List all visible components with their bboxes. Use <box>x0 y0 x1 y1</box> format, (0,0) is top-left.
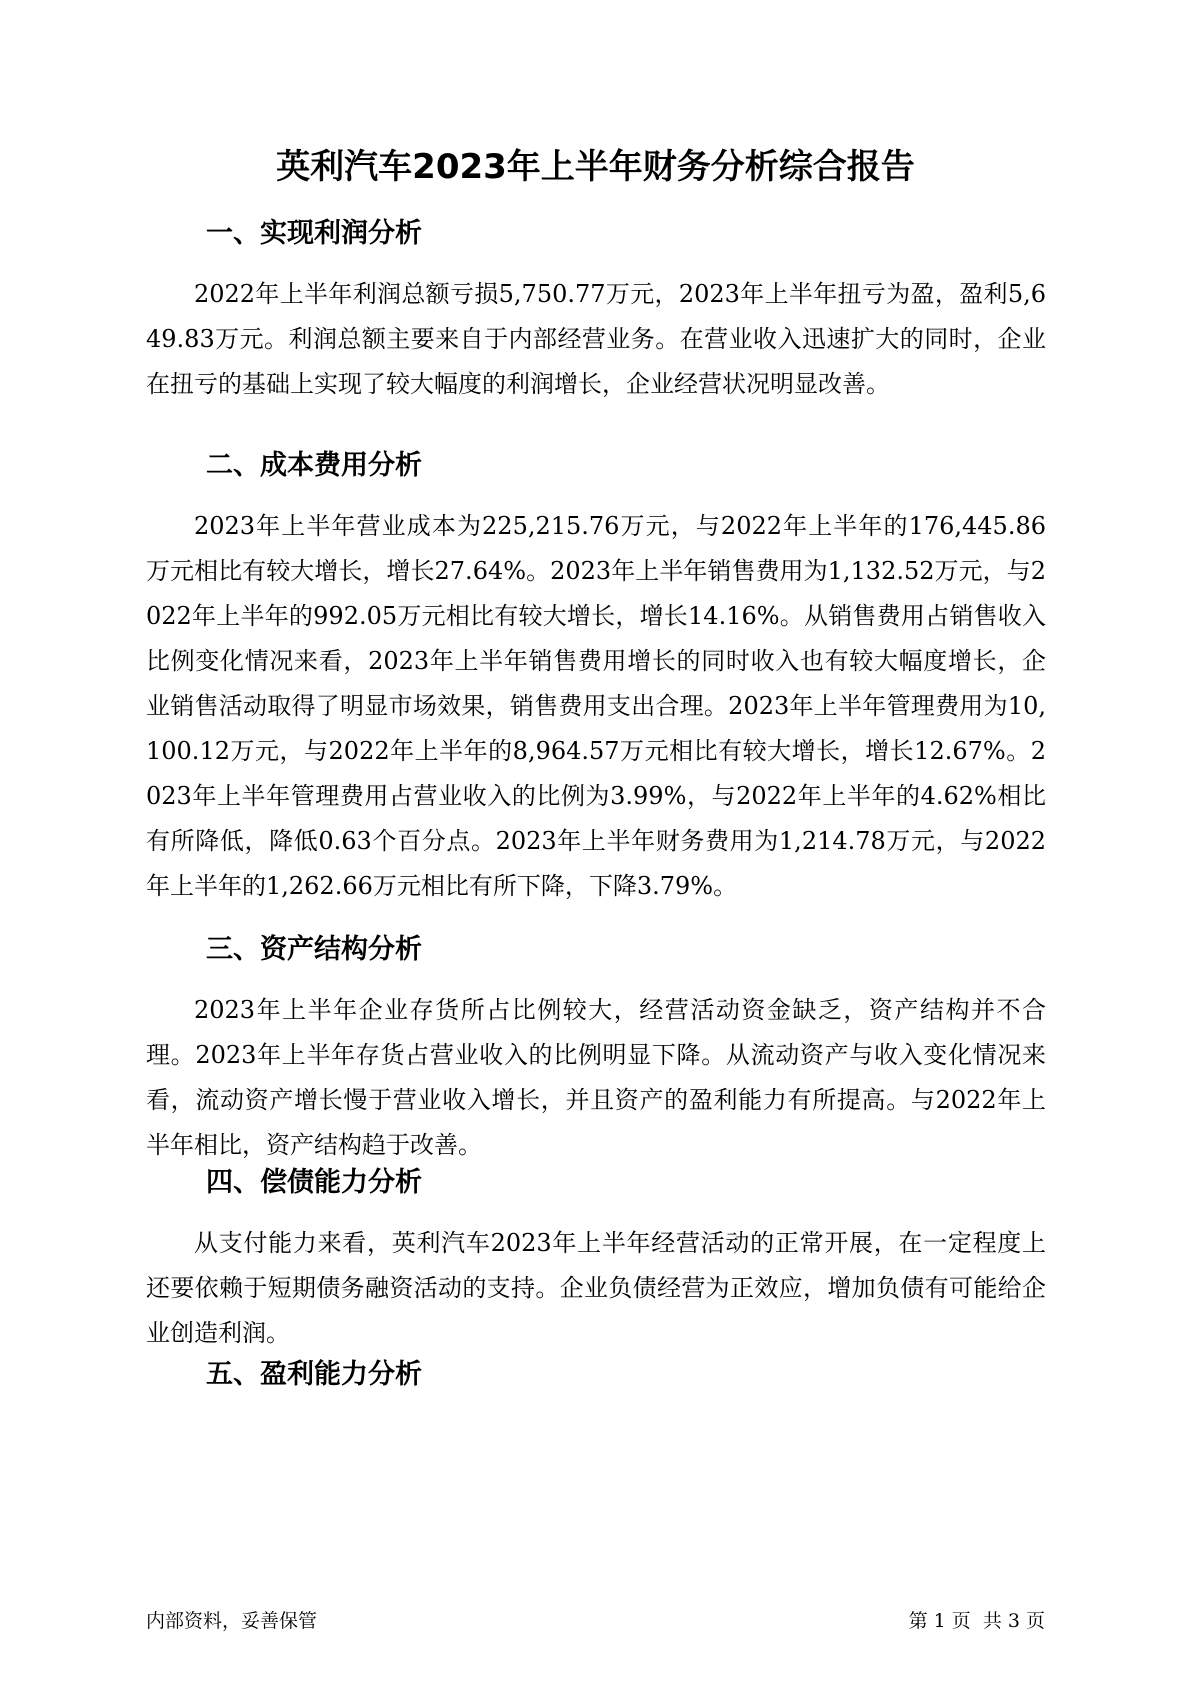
section-solvency <box>146 1165 1046 1356</box>
section-body: 从支付能力来看，英利汽车2023年上半年经营活动的正常开展，在一定程度上还要依赖于短期债务融资活动的支持。企业负债经营为正效应，增加负债有可能给企业创造利润。 <box>146 1229 1046 1347</box>
section-profit <box>146 216 1046 407</box>
footer-page-number: 第 1 页 共 3 页 <box>908 1610 1045 1632</box>
section-heading: 二、成本费用分析 <box>206 450 422 481</box>
section-profitability <box>146 1357 1046 1413</box>
section-cost <box>146 448 1046 909</box>
section-heading: 五、盈利能力分析 <box>206 1359 422 1390</box>
section-body: 2023年上半年企业存货所占比例较大，经营活动资金缺乏，资产结构并不合理。2023年上半年存货占营业收入的比例明显下降。从流动资产与收入变化情况来看，流动资产增长慢于营业收入增长，并且资产的盈利能力有所提高。与2022年上半年相比，资产结构趋于改善。 <box>146 996 1046 1159</box>
section-heading: 四、偿债能力分析 <box>206 1167 422 1198</box>
section-heading: 一、实现利润分析 <box>206 218 422 249</box>
section-heading: 三、资产结构分析 <box>206 934 422 965</box>
section-body: 2022年上半年利润总额亏损5,750.77万元，2023年上半年扭亏为盈，盈利5,649.83万元。利润总额主要来自于内部经营业务。在营业收入迅速扩大的同时，企业在扭亏的基础上实现了较大幅度的利润增长，企业经营状况明显改善。 <box>146 280 1046 398</box>
section-assets <box>146 932 1046 1168</box>
section-body: 2023年上半年营业成本为225,215.76万元，与2022年上半年的176,445.86万元相比有较大增长，增长27.64%。2023年上半年销售费用为1,132.52万元，与2022年上半年的992.05万元相比有较大增长，增长14.16%。从销售费用占销售收入比例变化情况来看，2023年上半年销售费用增长的同时收入也有较大幅度增长，企业销售活动取得了明显市场效果，销售费用支出合理。2023年上半年管理费用为10,100.12万元，与2022年上半年的8,964.57万元相比有较大增长，增长12.67%。2023年上半年管理费用占营业收入的比例为3.99%，与2022年上半年的4.62%相比有所降低，降低0.63个百分点。2023年上半年财务费用为1,214.78万元，与2022年上半年的1,262.66万元相比有所下降，下降3.79%。 <box>146 512 1046 900</box>
document-title: 英利汽车2023年上半年财务分析综合报告 <box>276 147 915 187</box>
footer-confidential-note: 内部资料，妥善保管 <box>146 1610 318 1632</box>
